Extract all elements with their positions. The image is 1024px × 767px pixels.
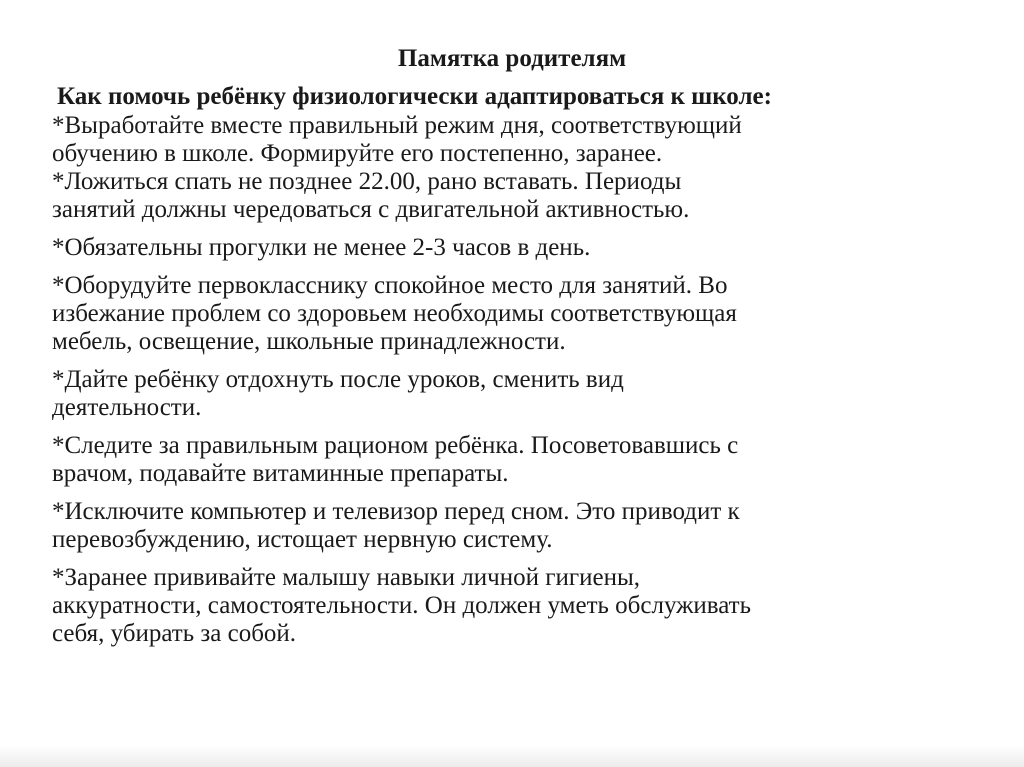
memo-item: *Обязательны прогулки не менее 2-3 часов в день. xyxy=(52,234,591,261)
slide-bottom-band xyxy=(0,745,1024,767)
memo-item: *Заранее прививайте малышу навыки личной гигиены, аккуратности, самостоятельности. Он должен уметь обслуживать себя, убирать за собой. xyxy=(52,564,752,647)
memo-item: *Ложиться спать не позднее 22.00, рано вставать. Периоды занятий должны чередоваться с двигательной активностью. xyxy=(52,168,690,223)
memo-item: *Оборудуйте первокласснику спокойное место для занятий. Во избежание проблем со здоровьем необходимы соответствующая мебель, освещение, школьные принадлежности. xyxy=(52,272,737,355)
memo-item: *Следите за правильным рационом ребёнка. Посоветовавшись с врачом, подавайте витаминные препараты. xyxy=(52,432,739,487)
memo-item: *Выработайте вместе правильный режим дня, соответствующий обучению в школе. Формируйте его постепенно, заранее. xyxy=(52,112,742,167)
memo-subtitle: Как помочь ребёнку физиологически адаптироваться к школе: xyxy=(57,83,772,110)
memo-item: *Дайте ребёнку отдохнуть после уроков, сменить вид деятельности. xyxy=(52,366,624,421)
memo-title: Памятка родителям xyxy=(397,45,627,72)
memo-body xyxy=(52,112,952,648)
memo-item: *Исключите компьютер и телевизор перед сном. Это приводит к перевозбуждению, истощает нервную систему. xyxy=(52,498,740,553)
